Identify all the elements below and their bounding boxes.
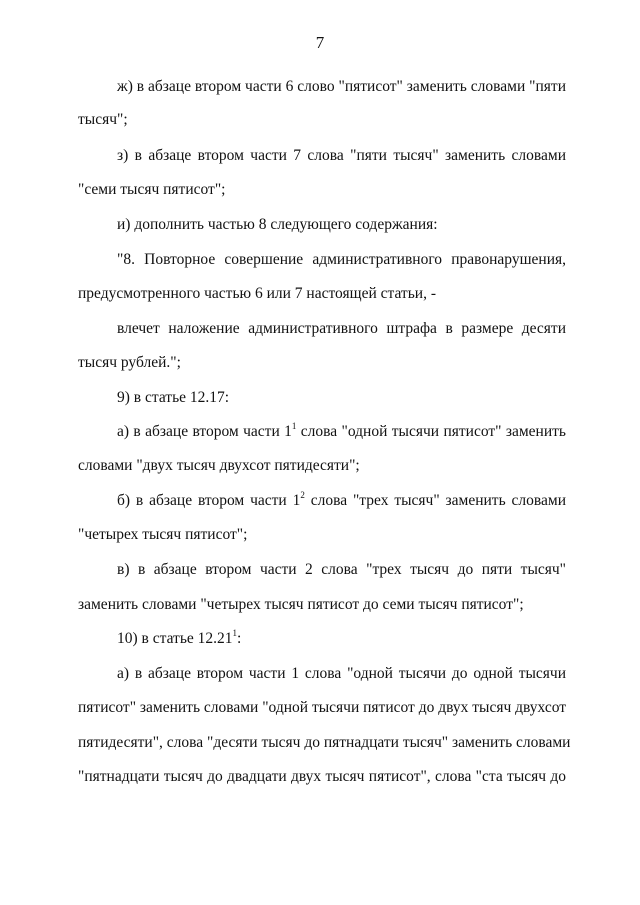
text-line <box>78 698 566 718</box>
text-line <box>78 767 566 787</box>
text-run: тысяч"; <box>78 111 128 128</box>
text-line <box>78 595 566 615</box>
text-run: заменить словами "четырех тысяч пятисот до семи тысяч пятисот"; <box>78 596 524 613</box>
superscript: 1 <box>232 627 238 638</box>
text-run: 9) в статье 12.17: <box>117 389 230 406</box>
text-line <box>78 110 566 130</box>
text-line <box>117 250 566 270</box>
text-run: слова "трех тысяч" заменить словами <box>304 492 566 509</box>
text-run: з) в абзаце втором части 7 слова "пяти тысяч" заменить словами <box>117 147 566 164</box>
text-run: : <box>237 630 242 647</box>
text-line <box>117 215 566 235</box>
text-run: и) дополнить частью 8 следующего содержания: <box>117 216 438 233</box>
text-line <box>117 422 566 442</box>
text-line <box>117 491 566 511</box>
text-run: предусмотренного частью 6 или 7 настоящей статьи, - <box>78 285 436 302</box>
text-run: влечет наложение административного штрафа в размере десяти <box>117 320 566 337</box>
superscript: 2 <box>300 489 305 500</box>
text-run: "семи тысяч пятисот"; <box>78 181 226 198</box>
text-run: в) в абзаце втором части 2 слова "трех тысяч до пяти тысяч" <box>117 561 566 578</box>
text-line <box>78 456 566 476</box>
text-run: тысяч рублей."; <box>78 354 181 371</box>
text-line <box>117 664 566 684</box>
page-number: 7 <box>315 33 325 52</box>
text-line <box>117 388 566 408</box>
text-run: ж) в абзаце втором части 6 слово "пятисот" заменить словами "пяти <box>117 78 566 95</box>
text-line <box>117 146 566 166</box>
text-run: слова "одной тысячи пятисот" заменить <box>296 423 566 440</box>
text-line <box>117 77 566 97</box>
text-line <box>117 319 566 339</box>
text-line <box>78 525 566 545</box>
text-line <box>78 353 566 373</box>
text-line <box>117 560 566 580</box>
superscript: 1 <box>291 420 297 431</box>
text-run: пятисот" заменить словами "одной тысячи пятисот до двух тысяч двухсот <box>78 699 567 716</box>
text-run: а) в абзаце втором части 1 <box>117 423 292 440</box>
text-run: 10) в статье 12.21 <box>117 630 233 647</box>
text-run: а) в абзаце втором части 1 слова "одной тысячи до одной тысячи <box>117 665 566 682</box>
text-run: пятидесяти", слова "десяти тысяч до пятнадцати тысяч" заменить словами <box>78 734 571 751</box>
text-run: словами "двух тысяч двухсот пятидесяти"; <box>78 457 360 474</box>
text-line <box>78 180 566 200</box>
text-run: "четырех тысяч пятисот"; <box>78 526 248 543</box>
text-line <box>78 284 566 304</box>
text-run: "8. Повторное совершение административного правонарушения, <box>117 251 566 268</box>
text-line <box>117 629 566 649</box>
text-run: б) в абзаце втором части 1 <box>117 492 301 509</box>
text-run: "пятнадцати тысяч до двадцати двух тысяч пятисот", слова "ста тысяч до <box>78 768 566 785</box>
text-line <box>78 733 571 753</box>
